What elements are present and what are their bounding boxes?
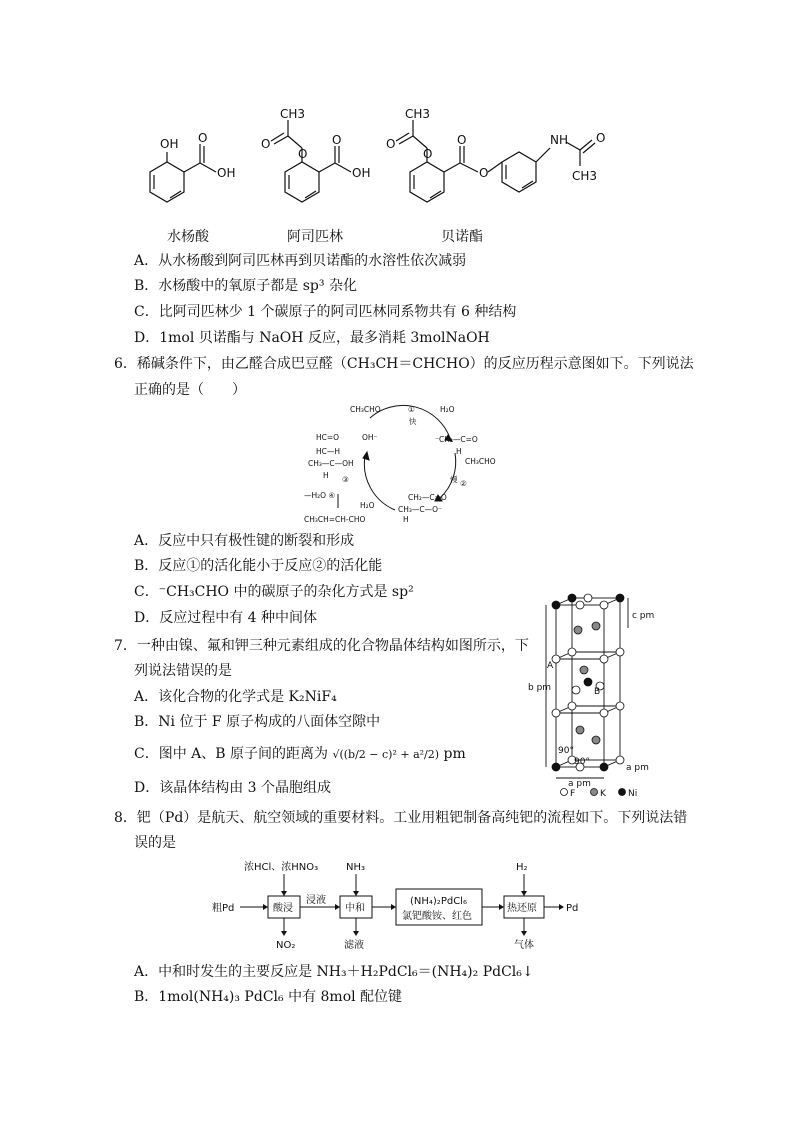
cycle-ch3cho-right: CH₃CHO [465,457,496,466]
cycle-h2o-top: H₂O [440,405,455,414]
cycle-h2o-left: H₂O [360,501,375,510]
aspirin-o3-text: O [332,133,342,147]
crystal-a-pm-bottom: a pm [568,779,591,789]
cycle-step2: ② [460,479,467,488]
q7-option-c [134,744,466,765]
q6-option-a: A．反应中只有极性键的断裂和形成 [134,533,355,549]
cycle-step1: ① [408,405,415,414]
cycle-dehydration: —H₂O ④ [304,491,336,500]
q8-stem-line2: 误的是 [134,835,176,851]
q7-stem-line1: 7．一种由镍、氟和钾三种元素组成的化合物晶体结构如图所示，下 [114,638,529,654]
flow-start: 粗Pd [212,903,235,914]
benorilate-o2-text: O [423,147,433,161]
q7-option-c-prefix: C．图中 A、B 原子间的距离为 [134,746,329,762]
q7-option-a: A．该化合物的化学式是 K₂NiF₄ [134,689,337,705]
q5-option-d: D．1mol 贝诺酯与 NaOH 反应，最多消耗 3molNaOH [134,330,490,346]
q5-option-b: B．水杨酸中的氧原子都是 sp³ 杂化 [134,278,357,294]
aspirin-ring [285,162,319,202]
aspirin-ch3-text: CH3 [280,107,306,121]
crystal-label-a: A [547,661,554,671]
flow-box1-label: 酸浸 [273,903,293,914]
cycle-step3: ③ [342,475,349,484]
aspirin-oh-text: OH [352,166,371,180]
benorilate-name: 贝诺酯 [441,229,483,245]
salicylic-oh2-text: OH [217,166,236,180]
flow-reagent-h2: H₂ [516,862,528,873]
q5-option-a: A．从水杨酸到阿司匹林再到贝诺酯的水溶性依次减弱 [134,253,467,269]
flow-box3-line1: (NH₄)₂PdCl₆ [410,896,467,907]
flow-reagent-acids: 浓HCl、浓HNO₃ [244,862,319,873]
q6-reaction-cycle-diagram [290,398,510,526]
q8-option-a: A．中和时发生的主要反应是 NH₃＋H₂PdCl₆＝(NH₄)₂ PdCl₆↓ [134,964,534,980]
benorilate-ring-1 [410,162,444,202]
benorilate-o1-text: O [386,137,396,151]
crystal-c-pm: c pm [632,611,655,621]
q7-option-d: D．该晶体结构由 3 个晶胞组成 [134,780,332,796]
crystal-b-pm: b pm [528,683,552,693]
cycle-slow: 慢 [450,475,458,484]
aspirin-o1-text: O [261,137,271,151]
q7-stem-line2: 列说法错误的是 [134,663,232,679]
q7-option-b: B．Ni 位于 F 原子构成的八面体空隙中 [134,714,381,730]
crystal-legend-f: F [570,789,576,799]
cycle-alkoxide-bottom: CH₃—C—O⁻ [398,505,442,514]
aspirin-name: 阿司匹林 [287,229,343,245]
cycle-aldol-h: H [323,471,329,480]
q7-option-c-unit: pm [443,746,466,762]
crystal-legend-k: K [600,789,606,799]
benorilate-o4-text: O [479,166,489,180]
q5-option-c: C．比阿司匹林少 1 个碳原子的阿司匹林同系物共有 6 种结构 [134,304,517,320]
cycle-carbanion-h: H [456,447,462,456]
flow-out-no2: NO₂ [276,940,296,951]
cycle-aldol-3: CH₃—C—OH [308,459,354,468]
q8-option-b: B．1mol(NH₄)₃ PdCl₆ 中有 8mol 配位键 [134,989,403,1005]
benorilate-nh-text: NH [550,133,568,147]
q6-option-c: C．⁻CH₃CHO 中的碳原子的杂化方式是 sp² [134,584,414,600]
salicylic-oh-text: OH [160,137,179,151]
salicylic-ring [150,162,184,202]
flow-out-filtrate: 滤液 [344,940,364,951]
cycle-aldol-1: HC=O [316,433,340,442]
flow-box3-line2: 氯钯酸铵、红色 [402,911,472,922]
cycle-fast: 快 [409,417,417,426]
salicylic-o-text: O [198,131,208,145]
q6-stem-line1: 6．稀碱条件下，由乙醛合成巴豆醛（CH₃CH＝CHCHO）的反应历程示意图如下。下列说法 [114,356,694,372]
flow-box4-label: 热还原 [507,903,537,914]
benorilate-ch3b-text: CH3 [572,169,598,183]
cycle-ch3cho-top: CH₃CHO [350,405,381,414]
flow-leachate: 浸液 [306,895,326,906]
crystal-legend-ni: Ni [628,789,638,799]
crystal-angle-2: 90° [574,757,590,767]
crystal-label-b: B [594,687,601,697]
cycle-h-label: H [403,515,409,524]
q8-stem-line1: 8．钯（Pd）是航天、航空领域的重要材料。工业用粗钯制备高纯钯的流程如下。下列说法错 [114,810,688,826]
q7-crystal-structure [528,590,662,800]
benorilate-o5-text: O [596,131,606,145]
cycle-oh-minus: OH⁻ [362,433,378,442]
benorilate-ring-2 [502,152,536,192]
aspirin-o2-text: O [298,147,308,161]
q6-option-d: D．反应过程中有 4 种中间体 [134,610,318,626]
crystal-angle-1: 90° [558,746,574,756]
flow-box2-label: 中和 [345,903,365,914]
cycle-alkoxide-top: CH₂—C=O [408,493,447,502]
flow-out-gas: 气体 [514,940,534,951]
q7-option-c-formula: √((b/2 − c)² + a²/2) [332,748,440,761]
q6-stem-line2: 正确的是（ ） [134,382,246,398]
flow-end: Pd [566,903,579,914]
q8-flow-diagram [212,856,592,952]
cycle-aldol-2: HC—H [316,447,341,456]
benorilate-o3-text: O [457,133,467,147]
benorilate-ch3-text: CH3 [405,107,431,121]
salicylic-name: 水杨酸 [167,229,209,245]
cycle-product: CH₃CH=CH-CHO [304,515,366,524]
crystal-a-pm-right: a pm [626,763,649,773]
cycle-carbanion: ⁻CH₂—C=O [435,435,478,444]
q6-option-b: B．反应①的活化能小于反应②的活化能 [134,558,383,574]
flow-reagent-nh3: NH₃ [346,862,366,873]
